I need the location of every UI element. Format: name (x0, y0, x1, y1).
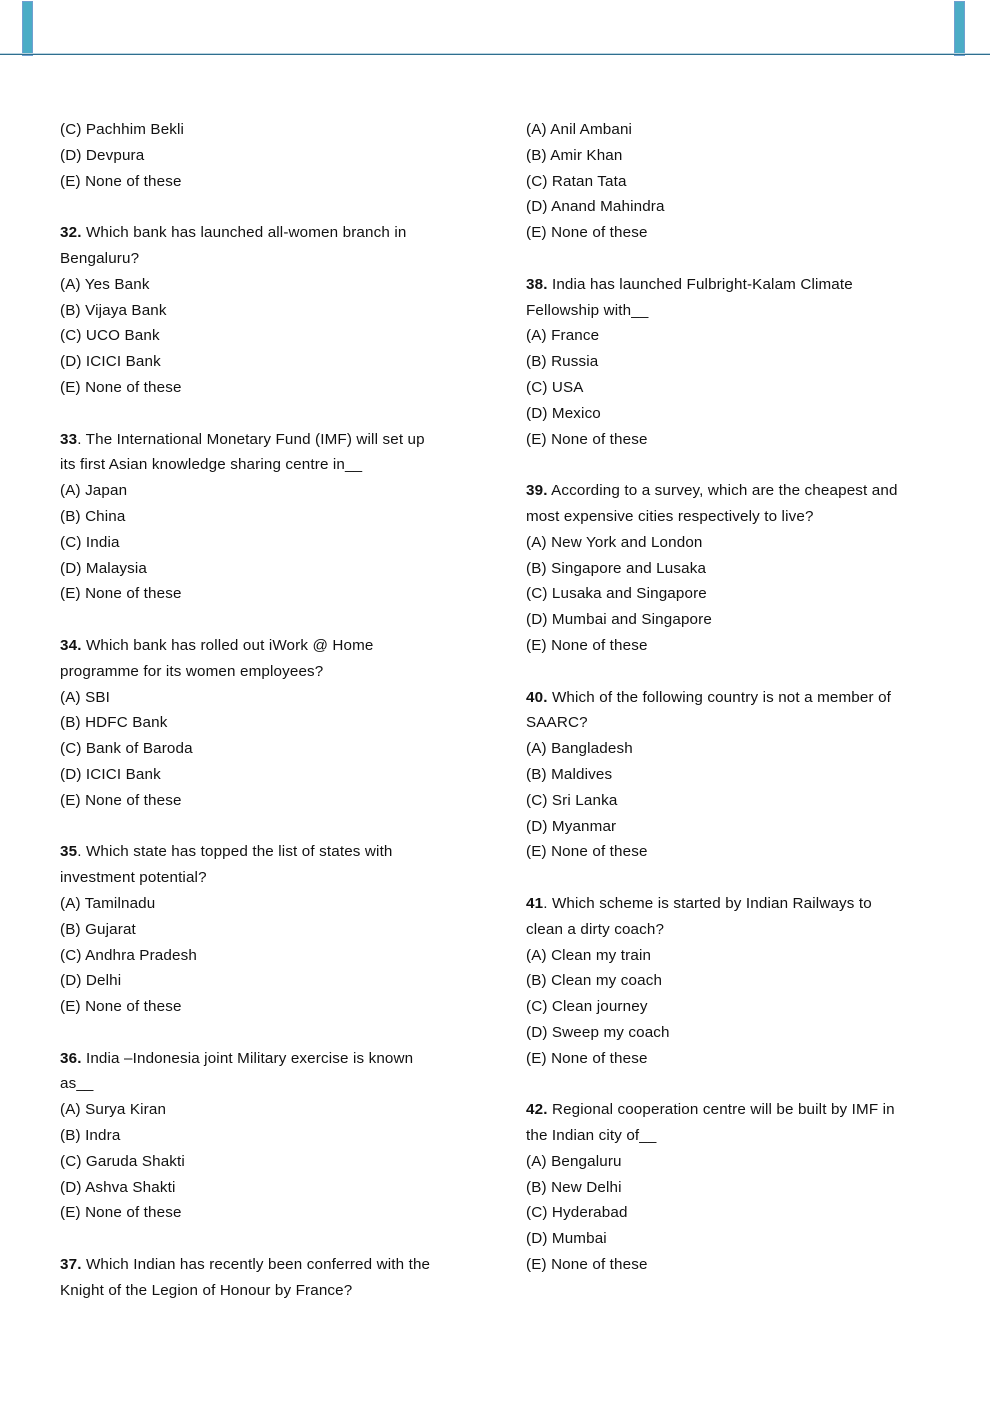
question-block (60, 1226, 480, 1303)
answer-option: (D) Myanmar (526, 817, 617, 835)
question-text: Which bank has rolled out iWork @ Home (81, 636, 374, 654)
question-text-line (60, 1071, 480, 1097)
answer-option: (E) None of these (60, 998, 182, 1016)
answer-option: (A) Anil Ambani (526, 121, 633, 138)
question-text-line (60, 246, 480, 272)
answer-option: (A) New York and London (526, 533, 703, 551)
block-spacer (60, 1226, 480, 1252)
answer-option: (C) Andhra Pradesh (60, 946, 197, 964)
question-text: investment potential? (60, 869, 207, 887)
answer-option: (E) None of these (60, 791, 182, 809)
question-text-line (60, 452, 480, 478)
answer-option: (C) Hyderabad (526, 1204, 628, 1222)
question-text-line (60, 1252, 480, 1278)
question-text: programme for its women employees? (60, 662, 324, 680)
answer-option: (C) Sri Lanka (526, 791, 618, 809)
header-rule (0, 54, 990, 55)
block-spacer (526, 246, 946, 272)
answer-option: (C) Clean journey (526, 998, 648, 1016)
right-column (526, 117, 946, 1278)
question-text-line (526, 685, 946, 711)
question-block (526, 1071, 946, 1277)
answer-option: (E) None of these (60, 585, 182, 603)
answer-option: (E) None of these (526, 843, 648, 861)
question-text-line (526, 891, 946, 917)
question-text: most expensive cities respectively to live? (526, 507, 814, 525)
answer-option: (C) USA (526, 378, 584, 396)
answer-option: (B) Singapore and Lusaka (526, 559, 707, 577)
question-block (60, 401, 480, 607)
question-text-line (60, 1046, 480, 1072)
answer-option: (E) None of these (526, 224, 648, 242)
answer-option: (A) Bangladesh (526, 740, 633, 758)
question-text-line (60, 220, 480, 246)
question-block (526, 452, 946, 658)
question-text: Which of the following country is not a member of (547, 688, 892, 706)
left-column (60, 117, 480, 1304)
answer-option: (E) None of these (526, 1049, 648, 1067)
answer-option: (C) UCO Bank (60, 327, 160, 345)
question-text: Regional cooperation centre will be built by IMF in (547, 1101, 895, 1119)
question-text-line (526, 1123, 946, 1149)
answer-option: (D) ICICI Bank (60, 765, 161, 783)
answer-option: (D) Mumbai (526, 1230, 607, 1248)
answer-option: (D) Ashva Shakti (60, 1178, 176, 1196)
question-text-line (60, 633, 480, 659)
question-number-dot: . (543, 894, 548, 912)
question-number: 35 (60, 843, 78, 861)
answer-option: (B) Gujarat (60, 920, 136, 938)
answer-option: (E) None of these (60, 1204, 182, 1222)
question-block (60, 814, 480, 1020)
answer-option: (C) India (60, 533, 120, 551)
question-text-line (60, 865, 480, 891)
question-block (526, 865, 946, 1071)
question-text-line (526, 710, 946, 736)
answer-option: (B) Russia (526, 353, 599, 371)
question-number: 40. (526, 688, 548, 706)
answer-option: (D) Delhi (60, 972, 122, 990)
answer-option: (C) Garuda Shakti (60, 1152, 185, 1170)
answer-option: (B) Indra (60, 1127, 121, 1145)
answer-option: (B) Clean my coach (526, 972, 663, 990)
question-text: India –Indonesia joint Military exercise is known (81, 1049, 414, 1067)
answer-option: (A) Clean my train (526, 946, 652, 964)
answer-option: (C) Ratan Tata (526, 172, 627, 190)
answer-option: (A) Tamilnadu (60, 894, 156, 912)
answer-option: (D) Mexico (526, 404, 601, 422)
answer-option: (D) Devpura (60, 146, 145, 164)
question-text-line (526, 272, 946, 298)
answer-option: (B) Vijaya Bank (60, 301, 167, 319)
question-text: Bengaluru? (60, 249, 140, 267)
answer-option: (B) Amir Khan (526, 146, 623, 164)
question-text: the Indian city of__ (526, 1127, 657, 1145)
answer-option: (E) None of these (60, 378, 182, 396)
answer-option: (D) Mumbai and Singapore (526, 611, 712, 629)
answer-option: (B) Maldives (526, 765, 613, 783)
answer-option: (A) Surya Kiran (60, 1101, 167, 1119)
answer-option: (C) Bank of Baroda (60, 740, 193, 758)
block-spacer (60, 401, 480, 427)
question-text-line (526, 298, 946, 324)
question-number: 41 (526, 894, 544, 912)
answer-option: (D) Malaysia (60, 559, 148, 577)
question-text: Which scheme is started by Indian Railways to (547, 894, 872, 912)
question-text: clean a dirty coach? (526, 920, 665, 938)
block-spacer (60, 194, 480, 220)
question-number: 39. (526, 482, 548, 500)
question-text: as__ (60, 1075, 94, 1093)
question-number-dot: . (77, 430, 82, 448)
question-text-line (60, 839, 480, 865)
block-spacer (526, 659, 946, 685)
question-text-line (526, 504, 946, 530)
question-text-line (60, 659, 480, 685)
block-spacer (526, 1071, 946, 1097)
question-text: its first Asian knowledge sharing centre in__ (60, 456, 363, 474)
question-number: 37. (60, 1256, 82, 1274)
answer-option: (D) ICICI Bank (60, 353, 161, 371)
question-text: Which bank has launched all-women branch in (81, 224, 407, 242)
answer-option: (E) None of these (526, 636, 648, 654)
answer-option: (A) Yes Bank (60, 275, 150, 293)
question-block (526, 659, 946, 865)
answer-option: (B) New Delhi (526, 1178, 622, 1196)
question-block (526, 117, 946, 246)
block-spacer (60, 814, 480, 840)
question-block (60, 607, 480, 813)
question-block (526, 246, 946, 452)
answer-option: (B) China (60, 507, 126, 525)
question-text-line (60, 427, 480, 453)
question-text-line (526, 917, 946, 943)
answer-option: (E) None of these (526, 1256, 648, 1274)
question-block (60, 117, 480, 194)
answer-option: (E) None of these (60, 172, 182, 190)
question-number: 38. (526, 275, 548, 293)
question-block (60, 1020, 480, 1226)
question-text: India has launched Fulbright-Kalam Climate (547, 275, 853, 293)
question-number-dot: . (77, 843, 82, 861)
question-number: 36. (60, 1049, 82, 1067)
answer-option: (B) HDFC Bank (60, 714, 168, 732)
question-text: SAARC? (526, 714, 588, 732)
question-number: 32. (60, 224, 82, 242)
block-spacer (60, 607, 480, 633)
answer-option: (D) Sweep my coach (526, 1023, 670, 1041)
question-number: 33 (60, 430, 78, 448)
question-number: 34. (60, 636, 82, 654)
question-text: According to a survey, which are the cheapest and (547, 482, 898, 500)
answer-option: (A) Japan (60, 482, 128, 500)
question-text-line (60, 1278, 480, 1304)
question-text: Which state has topped the list of states with (81, 843, 393, 861)
question-text-line (526, 1097, 946, 1123)
question-text: The International Monetary Fund (IMF) will set up (81, 430, 425, 448)
block-spacer (526, 452, 946, 478)
question-number: 42. (526, 1101, 548, 1119)
question-text: Fellowship with__ (526, 301, 649, 319)
answer-option: (E) None of these (526, 430, 648, 448)
header-left-bar (22, 1, 33, 56)
answer-option: (D) Anand Mahindra (526, 198, 665, 216)
block-spacer (60, 1020, 480, 1046)
question-text-line (526, 478, 946, 504)
question-block (60, 194, 480, 400)
answer-option: (C) Pachhim Bekli (60, 121, 185, 138)
header-right-bar (954, 1, 965, 56)
answer-option: (A) France (526, 327, 600, 345)
block-spacer (526, 865, 946, 891)
answer-option: (A) Bengaluru (526, 1152, 622, 1170)
question-text: Knight of the Legion of Honour by France? (60, 1281, 353, 1299)
answer-option: (A) SBI (60, 688, 110, 706)
answer-option: (C) Lusaka and Singapore (526, 585, 707, 603)
question-text: Which Indian has recently been conferred with the (81, 1256, 431, 1274)
